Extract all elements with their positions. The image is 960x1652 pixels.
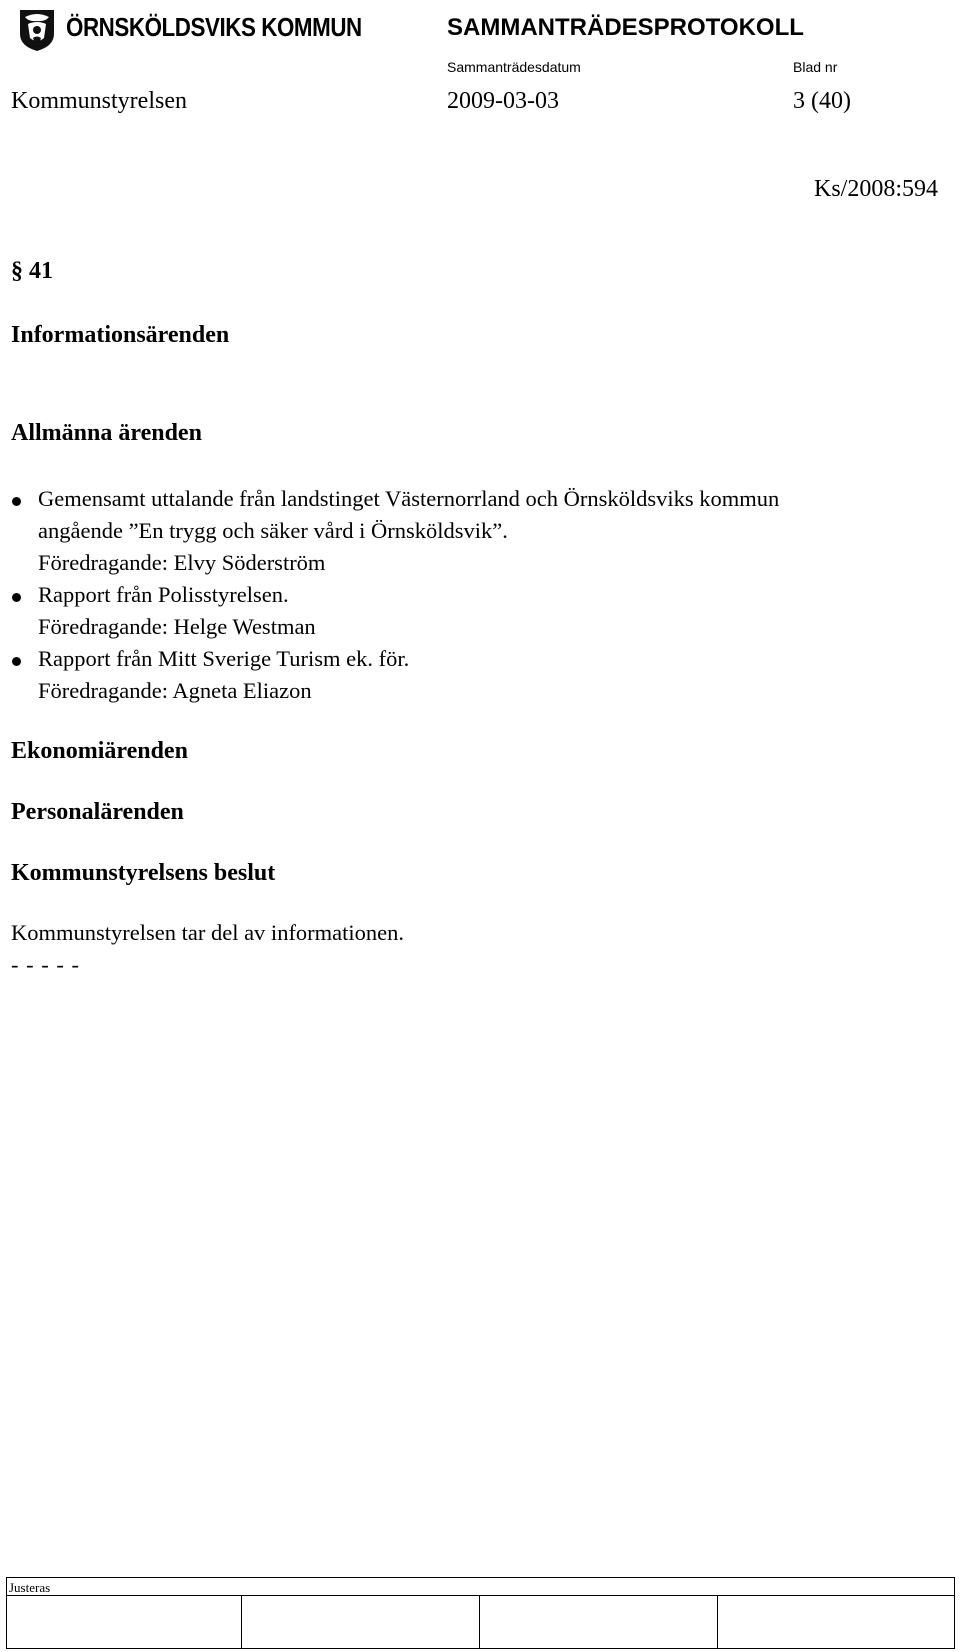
section-heading-personnel: Personalärenden	[11, 799, 184, 825]
signature-cell-divider	[717, 1595, 718, 1649]
organization-name: ÖRNSKÖLDSVIKS KOMMUN	[66, 12, 362, 42]
page-number-label: Blad nr	[793, 59, 838, 75]
decision-text: Kommunstyrelsen tar del av informationen.	[11, 920, 405, 945]
justeras-divider	[6, 1595, 955, 1596]
list-item-line: angående ”En trygg och säker vård i Örnsköldsvik”.	[38, 518, 508, 543]
list-item-presenter: Föredragande: Elvy Söderström	[38, 550, 326, 575]
meeting-date: 2009-03-03	[447, 88, 559, 114]
bullet-icon	[12, 657, 21, 666]
justeras-label: Justeras	[9, 1580, 51, 1595]
section-heading-decision: Kommunstyrelsens beslut	[11, 860, 276, 886]
case-number: Ks/2008:594	[813, 176, 938, 202]
section-heading-general: Allmänna ärenden	[11, 420, 202, 446]
signature-cell-divider	[479, 1595, 480, 1649]
list-item-line: Gemensamt uttalande från landstinget Västernorrland och Örnsköldsviks kommun	[38, 486, 780, 511]
list-item-line: Rapport från Polisstyrelsen.	[38, 582, 289, 607]
document-type: SAMMANTRÄDESPROTOKOLL	[447, 14, 804, 41]
justeras-box	[6, 1577, 955, 1649]
committee-name: Kommunstyrelsen	[11, 88, 187, 114]
section-heading-economy: Ekonomiärenden	[11, 738, 188, 764]
municipality-logo-icon	[18, 8, 56, 52]
bullet-icon	[12, 497, 21, 506]
end-marker: - - - - -	[11, 952, 80, 977]
bullet-icon	[12, 593, 21, 602]
paragraph-number: § 41	[11, 258, 53, 284]
signature-cell-divider	[241, 1595, 242, 1649]
page-title: Informationsärenden	[11, 322, 230, 348]
page-number: 3 (40)	[793, 88, 851, 114]
list-item-presenter: Föredragande: Agneta Eliazon	[38, 678, 312, 703]
list-item-line: Rapport från Mitt Sverige Turism ek. för.	[38, 646, 410, 671]
meeting-date-label: Sammanträdesdatum	[447, 59, 581, 75]
list-item-presenter: Föredragande: Helge Westman	[38, 614, 316, 639]
